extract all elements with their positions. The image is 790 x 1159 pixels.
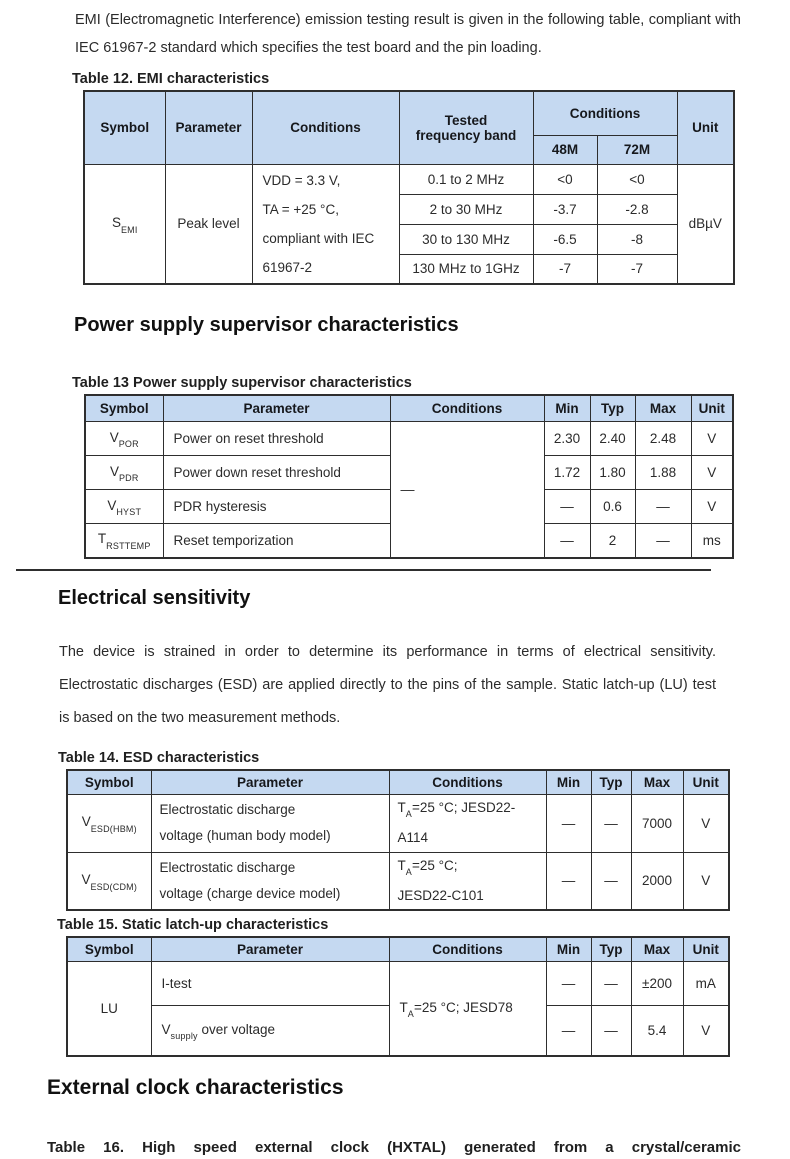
- parameter-text: over voltage: [197, 1021, 276, 1037]
- t12-header-parameter: Parameter: [165, 91, 252, 164]
- symbol-base: T: [97, 531, 107, 547]
- t12-header-band-line2: frequency band: [415, 127, 517, 143]
- t13-symbol-cell: [85, 422, 163, 456]
- symbol-base: T: [397, 799, 406, 815]
- t13-typ-cell: 1.80: [590, 456, 635, 490]
- table15-caption: Table 15. Static latch-up characteristics: [57, 917, 329, 934]
- parameter-line: voltage (human body model): [159, 828, 331, 843]
- t12-72m-cell: -7: [597, 254, 677, 284]
- condition-line: JESD22-C101: [397, 888, 484, 904]
- t14-symbol-cell: [67, 852, 151, 910]
- symbol-subscript: ESD(CDM): [90, 881, 138, 892]
- t15-max-cell: 5.4: [631, 1006, 683, 1056]
- t15-header-unit: Unit: [683, 937, 729, 962]
- t12-48m-cell: -3.7: [533, 194, 597, 224]
- t13-symbol-cell: [85, 524, 163, 558]
- t12-72m-cell: <0: [597, 164, 677, 194]
- condition-line: [398, 795, 546, 826]
- t15-unit-cell: V: [683, 1006, 729, 1056]
- t13-unit-cell: V: [691, 422, 733, 456]
- t13-max-cell: 1.88: [635, 456, 691, 490]
- t14-max-cell: 7000: [631, 794, 683, 852]
- condition-line: VDD = 3.3 V,: [262, 172, 341, 188]
- symbol-base: T: [399, 999, 408, 1015]
- t15-parameter-cell: I-test: [151, 962, 389, 1006]
- t13-max-cell: —: [635, 490, 691, 524]
- t12-72m-cell: -8: [597, 224, 677, 254]
- t13-header-unit: Unit: [691, 395, 733, 422]
- t13-parameter-cell: Reset temporization: [163, 524, 390, 558]
- t13-min-cell: 2.30: [544, 422, 590, 456]
- table14-caption: Table 14. ESD characteristics: [58, 749, 260, 766]
- t13-conditions-cell: —: [390, 422, 544, 558]
- condition-line: 61967-2: [262, 259, 313, 275]
- t14-header-parameter: Parameter: [151, 770, 389, 795]
- symbol-subscript: A: [407, 1009, 414, 1020]
- t14-header-conditions: Conditions: [389, 770, 546, 795]
- condition-text: =25 °C; JESD78: [413, 999, 513, 1015]
- symbol-subscript: ESD(HBM): [90, 823, 137, 834]
- t15-conditions-cell: [389, 962, 546, 1056]
- electrical-sensitivity-paragraph: The device is strained in order to determine its performance in terms of electrical sensitivity. Electrostatic discharges (ESD) are applied directly to the pins of the sample. Static latch-up (LU) test is based on the two measurement methods.: [59, 643, 716, 726]
- parameter-line: Electrostatic discharge: [159, 859, 296, 875]
- t14-unit-cell: V: [683, 852, 729, 910]
- t12-header-tested-band: [399, 91, 533, 164]
- parameter-line: Electrostatic discharge: [159, 802, 296, 817]
- t13-parameter-cell: PDR hysteresis: [163, 490, 390, 524]
- t13-typ-cell: 2: [590, 524, 635, 558]
- t13-max-cell: —: [635, 524, 691, 558]
- symbol-subscript: HYST: [116, 507, 142, 518]
- t13-unit-cell: V: [691, 456, 733, 490]
- symbol-subscript: POR: [118, 439, 139, 450]
- t15-min-cell: —: [546, 1006, 591, 1056]
- t13-header-parameter: Parameter: [163, 395, 390, 422]
- static-latchup-table: [66, 936, 730, 1057]
- t14-conditions-cell: [389, 852, 546, 910]
- condition-text: =25 °C; JESD22-: [411, 799, 516, 815]
- t14-unit-cell: V: [683, 794, 729, 852]
- t12-unit-cell: dBµV: [677, 164, 734, 284]
- t12-band-cell: 2 to 30 MHz: [399, 194, 533, 224]
- symbol-subscript: RSTTEMP: [106, 541, 151, 552]
- symbol-subscript: supply: [170, 1031, 198, 1042]
- symbol-subscript: A: [405, 867, 412, 878]
- t13-parameter-cell: Power down reset threshold: [163, 456, 390, 490]
- t13-symbol-cell: [85, 490, 163, 524]
- t12-band-cell: 130 MHz to 1GHz: [399, 254, 533, 284]
- t12-band-cell: 0.1 to 2 MHz: [399, 164, 533, 194]
- t13-typ-cell: 0.6: [590, 490, 635, 524]
- t12-header-72m: 72M: [597, 135, 677, 164]
- t15-header-symbol: Symbol: [67, 937, 151, 962]
- t14-symbol-cell: [67, 794, 151, 852]
- t13-header-symbol: Symbol: [85, 395, 163, 422]
- power-supply-section-heading: Power supply supervisor characteristics: [74, 314, 459, 336]
- t15-header-max: Max: [631, 937, 683, 962]
- emi-intro-paragraph: EMI (Electromagnetic Interference) emission testing result is given in the following table, compliant with IEC 61967-2 standard which specifies the test board and the pin loading.: [75, 12, 741, 56]
- symbol-base: V: [107, 497, 117, 513]
- symbol-subscript: A: [405, 809, 412, 820]
- t15-parameter-cell: [151, 1006, 389, 1056]
- t15-min-cell: —: [546, 962, 591, 1006]
- t14-typ-cell: —: [591, 794, 631, 852]
- t14-parameter-cell: [151, 794, 389, 852]
- t12-header-48m: 48M: [533, 135, 597, 164]
- symbol-subscript: EMI: [120, 224, 138, 235]
- electrical-sensitivity-heading: Electrical sensitivity: [58, 586, 251, 609]
- section-divider-line: [16, 569, 711, 571]
- t13-symbol-cell: [85, 456, 163, 490]
- t15-max-cell: ±200: [631, 962, 683, 1006]
- t14-max-cell: 2000: [631, 852, 683, 910]
- t13-unit-cell: V: [691, 490, 733, 524]
- power-supply-supervisor-table: [84, 394, 734, 559]
- condition-text: =25 °C;: [411, 857, 458, 873]
- t15-header-min: Min: [546, 937, 591, 962]
- condition-line: TA = +25 °C,: [262, 201, 339, 217]
- t13-header-min: Min: [544, 395, 590, 422]
- external-clock-heading: External clock characteristics: [47, 1075, 344, 1099]
- t14-header-typ: Typ: [591, 770, 631, 795]
- t12-header-unit: Unit: [677, 91, 734, 164]
- t15-symbol-cell: LU: [67, 962, 151, 1056]
- symbol-base: V: [161, 1021, 171, 1037]
- symbol-base: T: [397, 857, 406, 873]
- t12-header-conditions-group: Conditions: [533, 91, 677, 135]
- t13-header-typ: Typ: [590, 395, 635, 422]
- condition-line: A114: [397, 830, 429, 846]
- t12-parameter-cell: Peak level: [165, 164, 252, 284]
- t15-header-parameter: Parameter: [151, 937, 389, 962]
- t12-header-symbol: Symbol: [84, 91, 165, 164]
- t13-parameter-cell: Power on reset threshold: [163, 422, 390, 456]
- t15-typ-cell: —: [591, 962, 631, 1006]
- table13-caption: Table 13 Power supply supervisor characteristics: [72, 375, 412, 391]
- symbol-base: V: [81, 872, 91, 887]
- t12-conditions-cell: [252, 164, 399, 284]
- t14-min-cell: —: [546, 794, 591, 852]
- table12-caption: Table 12. EMI characteristics: [72, 71, 270, 87]
- t12-48m-cell: <0: [533, 164, 597, 194]
- t14-conditions-cell: [389, 794, 546, 852]
- t15-typ-cell: —: [591, 1006, 631, 1056]
- t12-48m-cell: -7: [533, 254, 597, 284]
- t15-header-conditions: Conditions: [389, 937, 546, 962]
- t13-typ-cell: 2.40: [590, 422, 635, 456]
- t12-header-conditions: Conditions: [252, 91, 399, 164]
- t15-unit-cell: mA: [683, 962, 729, 1006]
- t14-typ-cell: —: [591, 852, 631, 910]
- symbol-base: V: [81, 814, 91, 830]
- t15-header-typ: Typ: [591, 937, 631, 962]
- condition-line: compliant with IEC: [262, 230, 375, 246]
- symbol-base: S: [111, 214, 121, 230]
- t13-min-cell: 1.72: [544, 456, 590, 490]
- t13-header-max: Max: [635, 395, 691, 422]
- emi-characteristics-table: [83, 90, 735, 285]
- symbol-subscript: PDR: [118, 473, 139, 484]
- parameter-line: voltage (charge device model): [159, 885, 341, 901]
- t12-band-cell: 30 to 130 MHz: [399, 224, 533, 254]
- t13-min-cell: —: [544, 524, 590, 558]
- table16-caption: Table 16. High speed external clock (HXTAL) generated from a crystal/ceramic: [47, 1138, 741, 1156]
- t13-max-cell: 2.48: [635, 422, 691, 456]
- t13-header-conditions: Conditions: [390, 395, 544, 422]
- t12-symbol-cell: [84, 164, 165, 284]
- t13-min-cell: —: [544, 490, 590, 524]
- t12-72m-cell: -2.8: [597, 194, 677, 224]
- symbol-base: V: [109, 463, 119, 479]
- symbol-base: V: [109, 429, 119, 445]
- t14-parameter-cell: [151, 852, 389, 910]
- t14-header-min: Min: [546, 770, 591, 795]
- t12-48m-cell: -6.5: [533, 224, 597, 254]
- t14-header-symbol: Symbol: [67, 770, 151, 795]
- condition-line: [398, 853, 546, 884]
- t14-min-cell: —: [546, 852, 591, 910]
- t14-header-unit: Unit: [683, 770, 729, 795]
- t12-header-band-line1: Tested: [444, 112, 488, 128]
- t13-unit-cell: ms: [691, 524, 733, 558]
- esd-characteristics-table: [66, 769, 730, 912]
- t14-header-max: Max: [631, 770, 683, 795]
